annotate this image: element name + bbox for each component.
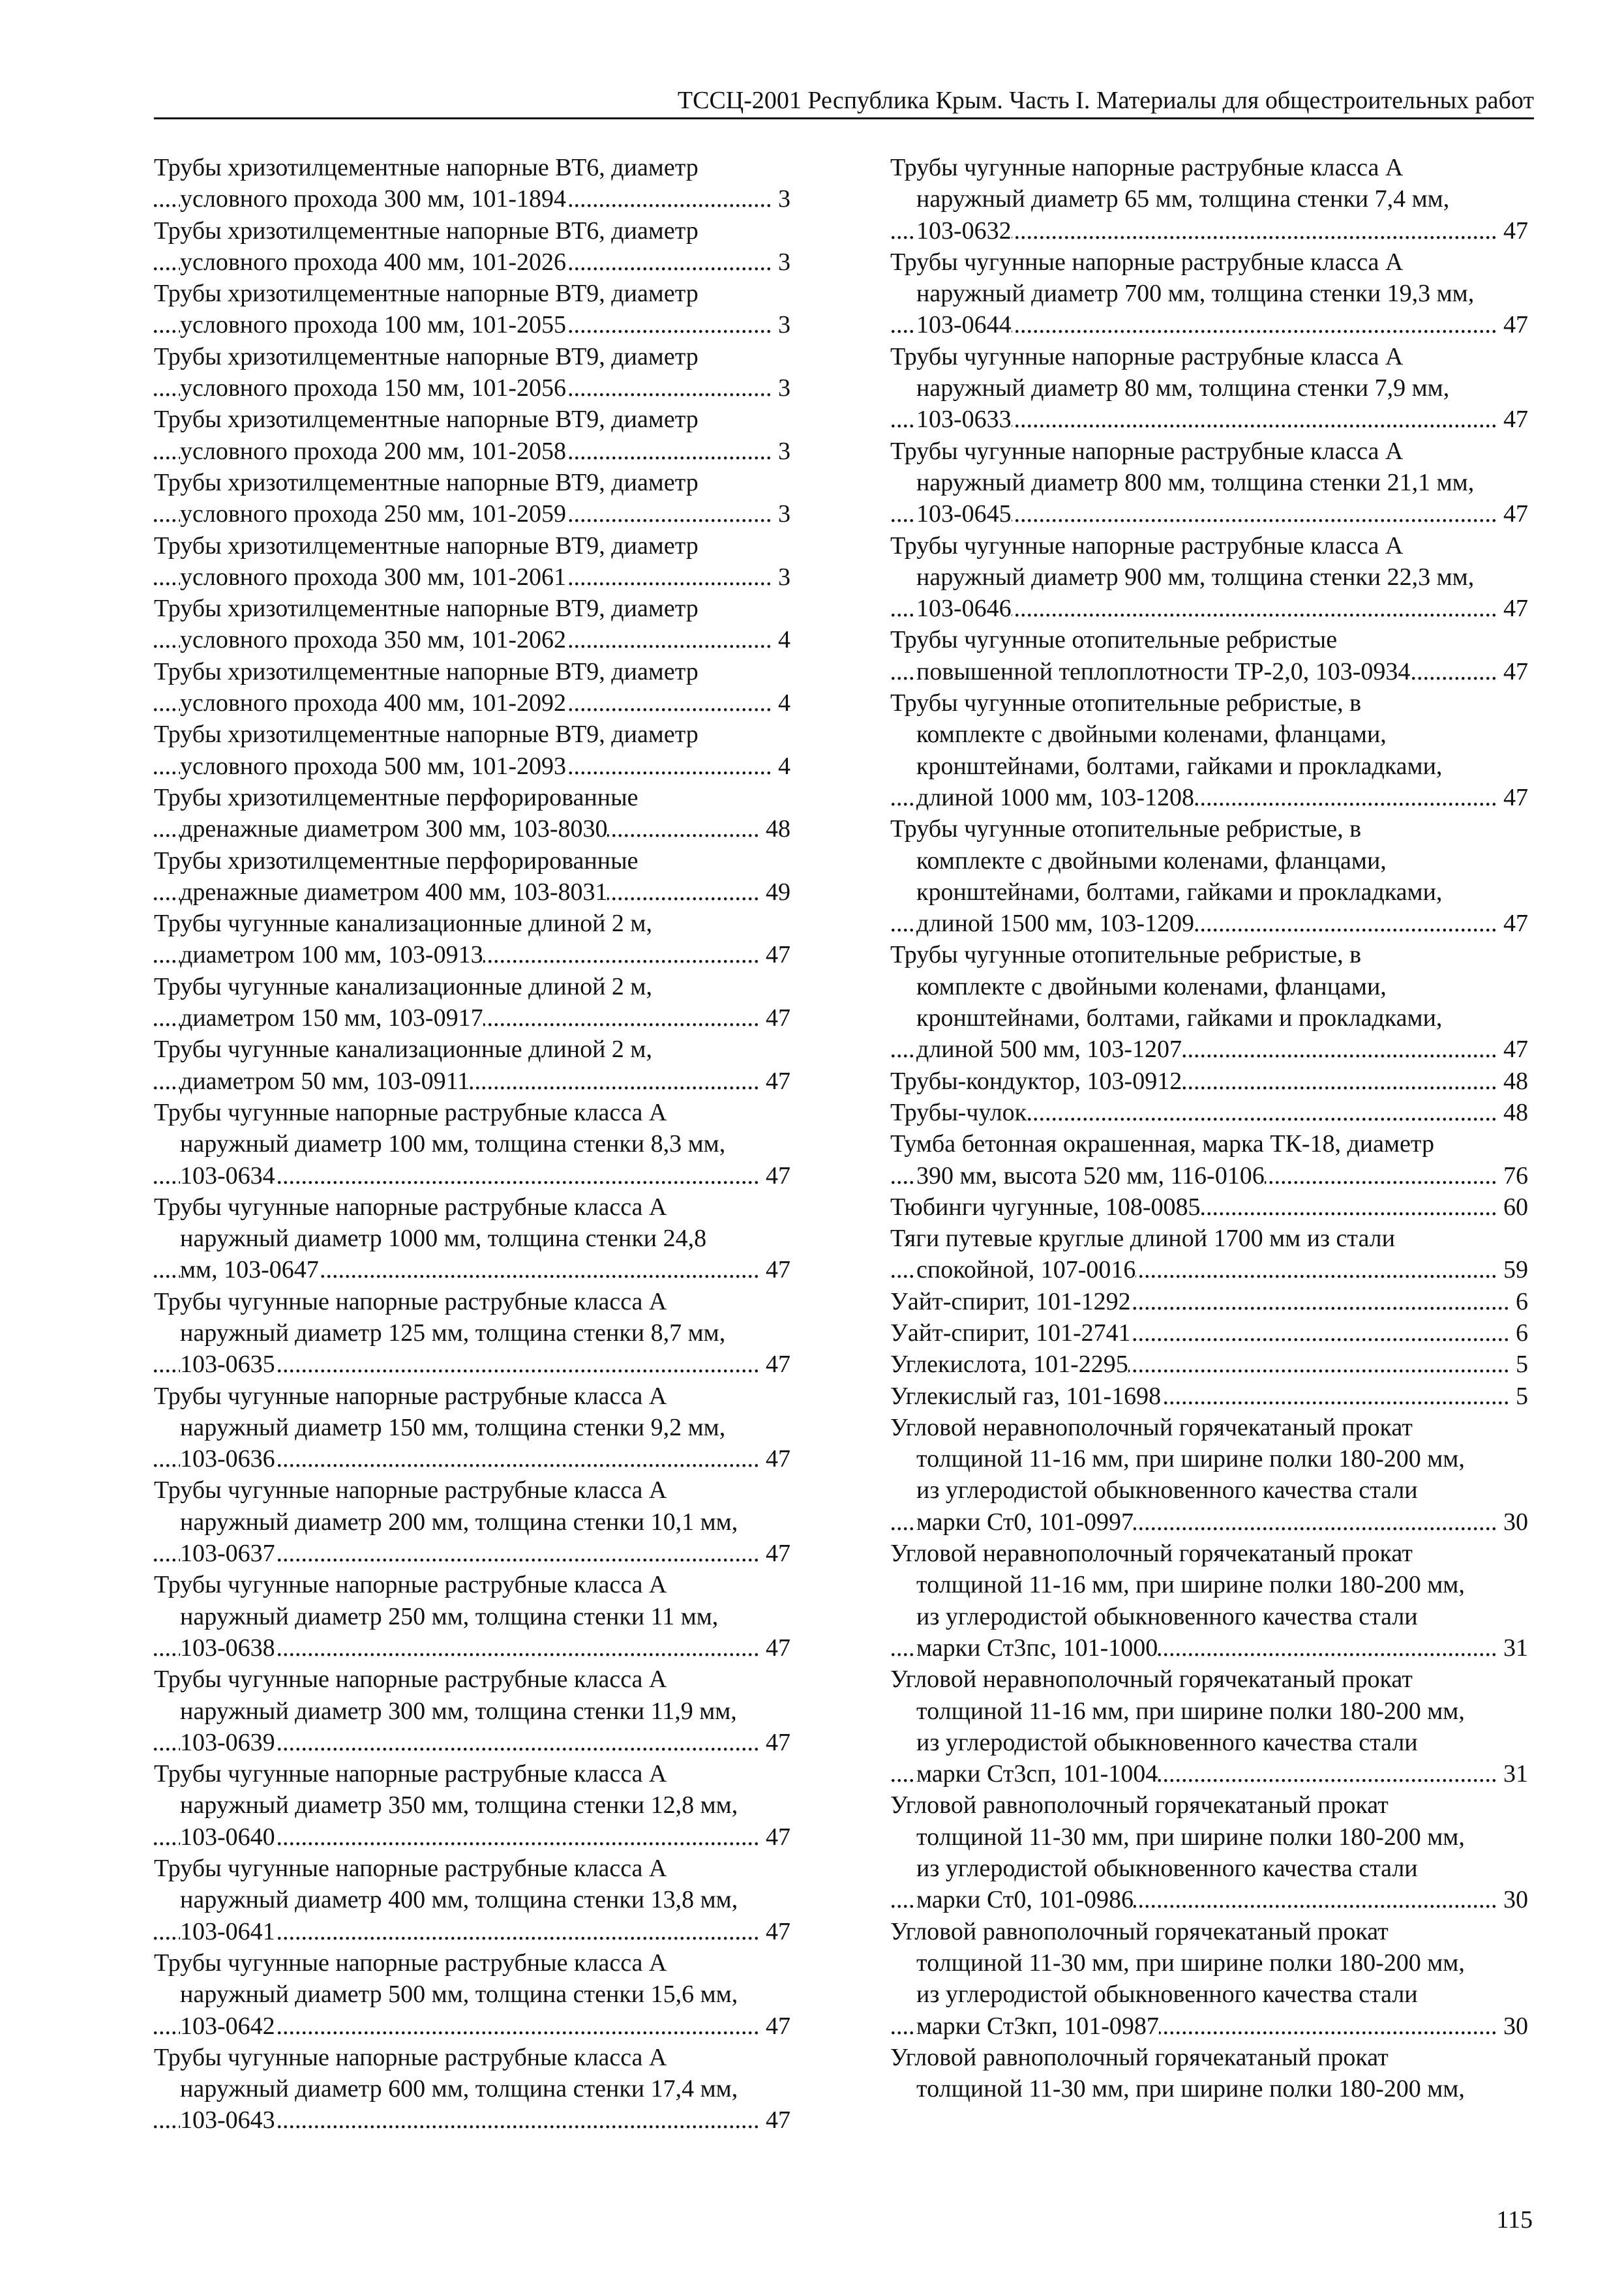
index-entry [890, 939, 1528, 1065]
index-entry [890, 341, 1528, 436]
index-entry-page: 4 [773, 751, 790, 782]
index-entry [890, 152, 1528, 247]
index-entry-page: 48 [1498, 1097, 1528, 1128]
index-entry-text: Тюбинги чугунные, 108-0085 [890, 1193, 1201, 1221]
index-entry-page: 3 [773, 247, 790, 278]
index-entry [154, 782, 790, 845]
index-entry [154, 1381, 790, 1475]
index-entry [154, 971, 790, 1034]
index-entry-page: 47 [760, 1632, 790, 1664]
index-entry-text: Трубы чугунные напорные раструбные класса А наружный диаметр 250 мм, толщина стенки 11 мм, 103-0638 [154, 1571, 719, 1662]
index-entry-page: 3 [773, 183, 790, 215]
index-entry-text: Трубы чугунные напорные раструбные класса А наружный диаметр 65 мм, толщина стенки 7,4 мм, 103-0632 [890, 154, 1450, 245]
index-entry [890, 1097, 1528, 1128]
index-entry-text: Угловой равнополочный горячекатаный прокат толщиной 11-30 мм, при ширине полки 180-200 мм, из углеродистой обыкновенного качества стали марки Ст0, 101-0986 [890, 1791, 1465, 1914]
index-entry [890, 1286, 1528, 1317]
index-entry-page: 48 [760, 813, 790, 845]
index-column-right [890, 152, 1528, 2104]
index-entry-page: 47 [1498, 1034, 1528, 1065]
index-entry [154, 1034, 790, 1097]
index-entry [890, 687, 1528, 813]
index-entry-text: Трубы хризотилцементные напорные ВТ9, диаметр условного прохода 250 мм, 101-2059 [154, 468, 699, 528]
index-entry-text: Уайт-спирит, 101-2741 [890, 1319, 1131, 1347]
index-entry-page: 47 [760, 1002, 790, 1034]
index-entry-text: Трубы чугунные отопительные ребристые, в комплекте с двойными коленами, фланцами, кронштейнами, болтами, гайками и прокладками, длиной 1000 мм, 103-1208 [890, 689, 1443, 811]
index-entry [890, 436, 1528, 530]
index-entry-text: Трубы чугунные канализационные длиной 2 м, диаметром 50 мм, 103-0911 [154, 1036, 652, 1095]
index-entry-page: 6 [1511, 1286, 1528, 1317]
index-entry-text: Углекислота, 101-2295 [890, 1351, 1128, 1379]
index-entry [890, 813, 1528, 939]
index-entry-page: 60 [1498, 1191, 1528, 1223]
index-entry-text: Трубы хризотилцементные напорные ВТ6, диаметр условного прохода 400 мм, 101-2026 [154, 217, 699, 276]
index-entry [890, 1538, 1528, 1664]
index-entry-text: Трубы чугунные напорные раструбные класса А наружный диаметр 800 мм, толщина стенки 21,1 мм, 103-0645 [890, 437, 1475, 528]
index-entry-text: Трубы чугунные напорные раструбные класса А наружный диаметр 500 мм, толщина стенки 15,6 мм, 103-0642 [154, 1949, 738, 2040]
index-entry-text: Трубы хризотилцементные напорные ВТ9, диаметр условного прохода 500 мм, 101-2093 [154, 721, 699, 780]
index-entry-text: Трубы чугунные напорные раструбные класса А наружный диаметр 400 мм, толщина стенки 13,8 мм, 103-0641 [154, 1855, 738, 1945]
index-entry-text: Уайт-спирит, 101-1292 [890, 1287, 1131, 1315]
index-entry-text: Трубы чугунные напорные раструбные класса А наружный диаметр 300 мм, толщина стенки 11,9 мм, 103-0639 [154, 1666, 737, 1756]
index-entry-text: Угловой неравнополочный горячекатаный прокат толщиной 11-16 мм, при ширине полки 180-200 мм, из углеродистой обыкновенного качества стали марки Ст3сп, 101-1004 [890, 1666, 1465, 1788]
index-entry [154, 1664, 790, 1758]
page-header: ТССЦ-2001 Республика Крым. Часть I. Материалы для общестроительных работ [154, 85, 1534, 119]
index-entry-text: Трубы хризотилцементные напорные ВТ9, диаметр условного прохода 300 мм, 101-2061 [154, 531, 699, 591]
index-entry [154, 1191, 790, 1286]
index-entry-text: Угловой равнополочный горячекатаный прокат толщиной 11-30 мм, при ширине полки 180-200 мм, [890, 2043, 1465, 2103]
index-entry [890, 247, 1528, 341]
index-entry-text: Трубы чугунные отопительные ребристые, в комплекте с двойными коленами, фланцами, кронштейнами, болтами, гайками и прокладками, длиной 500 мм, 103-1207 [890, 941, 1443, 1064]
index-entry-page: 30 [1498, 1884, 1528, 1915]
page-number: 115 [1496, 2206, 1533, 2234]
index-entry-text: Трубы чугунные напорные раструбные класса А наружный диаметр 900 мм, толщина стенки 22,3 мм, 103-0646 [890, 531, 1475, 623]
index-entry [154, 1569, 790, 1664]
index-entry [154, 2042, 790, 2136]
index-entry-text: Трубы чугунные напорные раструбные класса А наружный диаметр 600 мм, толщина стенки 17,4 мм, 103-0643 [154, 2043, 738, 2134]
index-entry [154, 215, 790, 278]
index-entry [890, 1349, 1528, 1380]
index-entry-text: Трубы хризотилцементные перфорированные дренажные диаметром 400 мм, 103-8031 [154, 846, 639, 906]
index-entry-page: 30 [1498, 2011, 1528, 2042]
index-entry-page: 3 [773, 498, 790, 530]
index-entry-page: 31 [1498, 1758, 1528, 1789]
index-entry-text: Трубы чугунные напорные раструбные класса А наружный диаметр 80 мм, толщина стенки 7,9 мм, 103-0633 [890, 342, 1450, 434]
index-entry-page: 48 [1498, 1066, 1528, 1097]
index-entry-text: Угловой неравнополочный горячекатаный прокат толщиной 11-16 мм, при ширине полки 180-200 мм, из углеродистой обыкновенного качества стали марки Ст0, 101-0997 [890, 1413, 1465, 1536]
index-column-left [154, 152, 790, 2136]
index-entry-page: 6 [1511, 1317, 1528, 1349]
index-entry-text: Трубы хризотилцементные перфорированные дренажные диаметром 300 мм, 103-8030 [154, 783, 639, 843]
index-entry [890, 1412, 1528, 1538]
index-entry [890, 1128, 1528, 1191]
index-entry-page: 4 [773, 687, 790, 719]
index-entry-text: Трубы чугунные отопительные ребристые, в комплекте с двойными коленами, фланцами, кронштейнами, болтами, гайками и прокладками, длиной 1500 мм, 103-1209 [890, 815, 1443, 938]
index-entry-text: Трубы чугунные отопительные ребристые повышенной теплоплотности ТР-2,0, 103-0934 [890, 626, 1411, 685]
index-entry [890, 530, 1528, 625]
index-entry-text: Трубы чугунные напорные раструбные класса А наружный диаметр 700 мм, толщина стенки 19,3 мм, 103-0644 [890, 248, 1475, 339]
index-entry-page: 47 [1498, 782, 1528, 813]
index-entry [890, 1066, 1528, 1097]
index-entry-page: 47 [760, 939, 790, 970]
index-entry-page: 47 [1498, 498, 1528, 530]
index-entry-text: Углекислый газ, 101-1698 [890, 1382, 1162, 1410]
index-entry-text: Трубы чугунные напорные раструбные класса А наружный диаметр 200 мм, толщина стенки 10,1 мм, 103-0637 [154, 1476, 738, 1568]
index-entry [154, 908, 790, 971]
index-entry-page: 31 [1498, 1632, 1528, 1664]
index-entry [154, 152, 790, 215]
index-entry [154, 1947, 790, 2042]
index-entry-text: Тяги путевые круглые длиной 1700 мм из стали спокойной, 107-0016 [890, 1225, 1395, 1284]
index-entry [890, 1789, 1528, 1915]
index-entry [890, 2042, 1528, 2105]
index-entry [890, 1191, 1528, 1223]
index-entry-text: Трубы чугунные канализационные длиной 2 м, диаметром 150 мм, 103-0917 [154, 972, 652, 1032]
index-entry [154, 1758, 790, 1853]
index-entry-text: Трубы чугунные напорные раструбные класса А наружный диаметр 350 мм, толщина стенки 12,8 мм, 103-0640 [154, 1760, 738, 1851]
index-entry-page: 47 [1498, 593, 1528, 624]
index-entry-text: Трубы-чулок [890, 1098, 1027, 1126]
index-entry-page: 49 [760, 876, 790, 908]
index-entry-page: 47 [760, 2011, 790, 2042]
index-entry-page: 4 [773, 624, 790, 655]
index-entry-page: 47 [760, 1821, 790, 1853]
index-entry-page: 3 [773, 561, 790, 593]
index-entry [154, 1853, 790, 1947]
index-entry-text: Трубы хризотилцементные напорные ВТ6, диаметр условного прохода 300 мм, 101-1894 [154, 154, 699, 213]
index-entry-page: 5 [1511, 1381, 1528, 1412]
index-entry-text: Трубы чугунные напорные раструбные класса А наружный диаметр 125 мм, толщина стенки 8,7 мм, 103-0635 [154, 1287, 726, 1379]
index-entry-page: 76 [1498, 1160, 1528, 1191]
index-entry-text: Трубы хризотилцементные напорные ВТ9, диаметр условного прохода 200 мм, 101-2058 [154, 406, 699, 465]
index-entry-page: 47 [760, 1160, 790, 1191]
index-entry-page: 3 [773, 372, 790, 404]
index-entry-page: 47 [1498, 656, 1528, 687]
index-entry [890, 1223, 1528, 1286]
index-entry [154, 530, 790, 593]
index-entry-page: 47 [1498, 908, 1528, 939]
index-entry [154, 467, 790, 530]
index-entry [154, 845, 790, 908]
index-entry [890, 1381, 1528, 1412]
index-entry [890, 624, 1528, 687]
index-entry-text: Трубы чугунные напорные раструбные класса А наружный диаметр 1000 мм, толщина стенки 24,8 мм, 103-0647 [154, 1193, 707, 1284]
index-entry-page: 3 [773, 309, 790, 340]
index-entry [154, 341, 790, 404]
index-entry-text: Трубы чугунные напорные раструбные класса А наружный диаметр 100 мм, толщина стенки 8,3 мм, 103-0634 [154, 1098, 726, 1189]
index-entry-text: Трубы хризотилцементные напорные ВТ9, диаметр условного прохода 400 мм, 101-2092 [154, 657, 699, 717]
index-entry [154, 404, 790, 467]
index-entry [154, 593, 790, 656]
index-entry-page: 47 [1498, 404, 1528, 435]
index-entry [154, 1474, 790, 1569]
index-entry [890, 1916, 1528, 2042]
index-entry-text: Трубы хризотилцементные напорные ВТ9, диаметр условного прохода 350 мм, 101-2062 [154, 595, 699, 654]
index-entry-page: 47 [760, 1066, 790, 1097]
index-entry-text: Угловой неравнополочный горячекатаный прокат толщиной 11-16 мм, при ширине полки 180-200 мм, из углеродистой обыкновенного качества стали марки Ст3пс, 101-1000 [890, 1540, 1465, 1662]
index-entry [154, 719, 790, 782]
index-entry [890, 1664, 1528, 1789]
index-entry-page: 47 [760, 1254, 790, 1285]
index-entry [154, 278, 790, 341]
index-entry-text: Трубы хризотилцементные напорные ВТ9, диаметр условного прохода 150 мм, 101-2056 [154, 342, 699, 402]
index-entry [154, 656, 790, 719]
index-entry-page: 59 [1498, 1254, 1528, 1285]
index-entry-text: Тумба бетонная окрашенная, марка ТК-18, диаметр 390 мм, высота 520 мм, 116-0106 [890, 1130, 1434, 1189]
index-entry [154, 1286, 790, 1381]
index-entry-page: 47 [1498, 309, 1528, 340]
index-entry-page: 47 [760, 1538, 790, 1569]
index-entry-text: Трубы чугунные напорные раструбные класса А наружный диаметр 150 мм, толщина стенки 9,2 мм, 103-0636 [154, 1382, 726, 1473]
index-entry [154, 1097, 790, 1191]
index-entry-page: 30 [1498, 1506, 1528, 1538]
index-entry-page: 47 [760, 1349, 790, 1380]
index-entry-page: 47 [760, 1443, 790, 1474]
index-entry-page: 5 [1511, 1349, 1528, 1380]
index-entry-page: 47 [760, 1727, 790, 1758]
index-entry-text: Трубы хризотилцементные напорные ВТ9, диаметр условного прохода 100 мм, 101-2055 [154, 280, 699, 339]
index-entry-page: 3 [773, 436, 790, 467]
index-entry-page: 47 [760, 2104, 790, 2136]
index-entry-page: 47 [1498, 215, 1528, 247]
index-entry-text: Угловой равнополочный горячекатаный прокат толщиной 11-30 мм, при ширине полки 180-200 мм, из углеродистой обыкновенного качества стали марки Ст3кп, 101-0987 [890, 1917, 1465, 2040]
index-entry-text: Трубы-кондуктор, 103-0912 [890, 1067, 1182, 1095]
index-entry [890, 1317, 1528, 1349]
index-entry-text: Трубы чугунные канализационные длиной 2 м, диаметром 100 мм, 103-0913 [154, 910, 652, 969]
index-entry-page: 47 [760, 1916, 790, 1947]
